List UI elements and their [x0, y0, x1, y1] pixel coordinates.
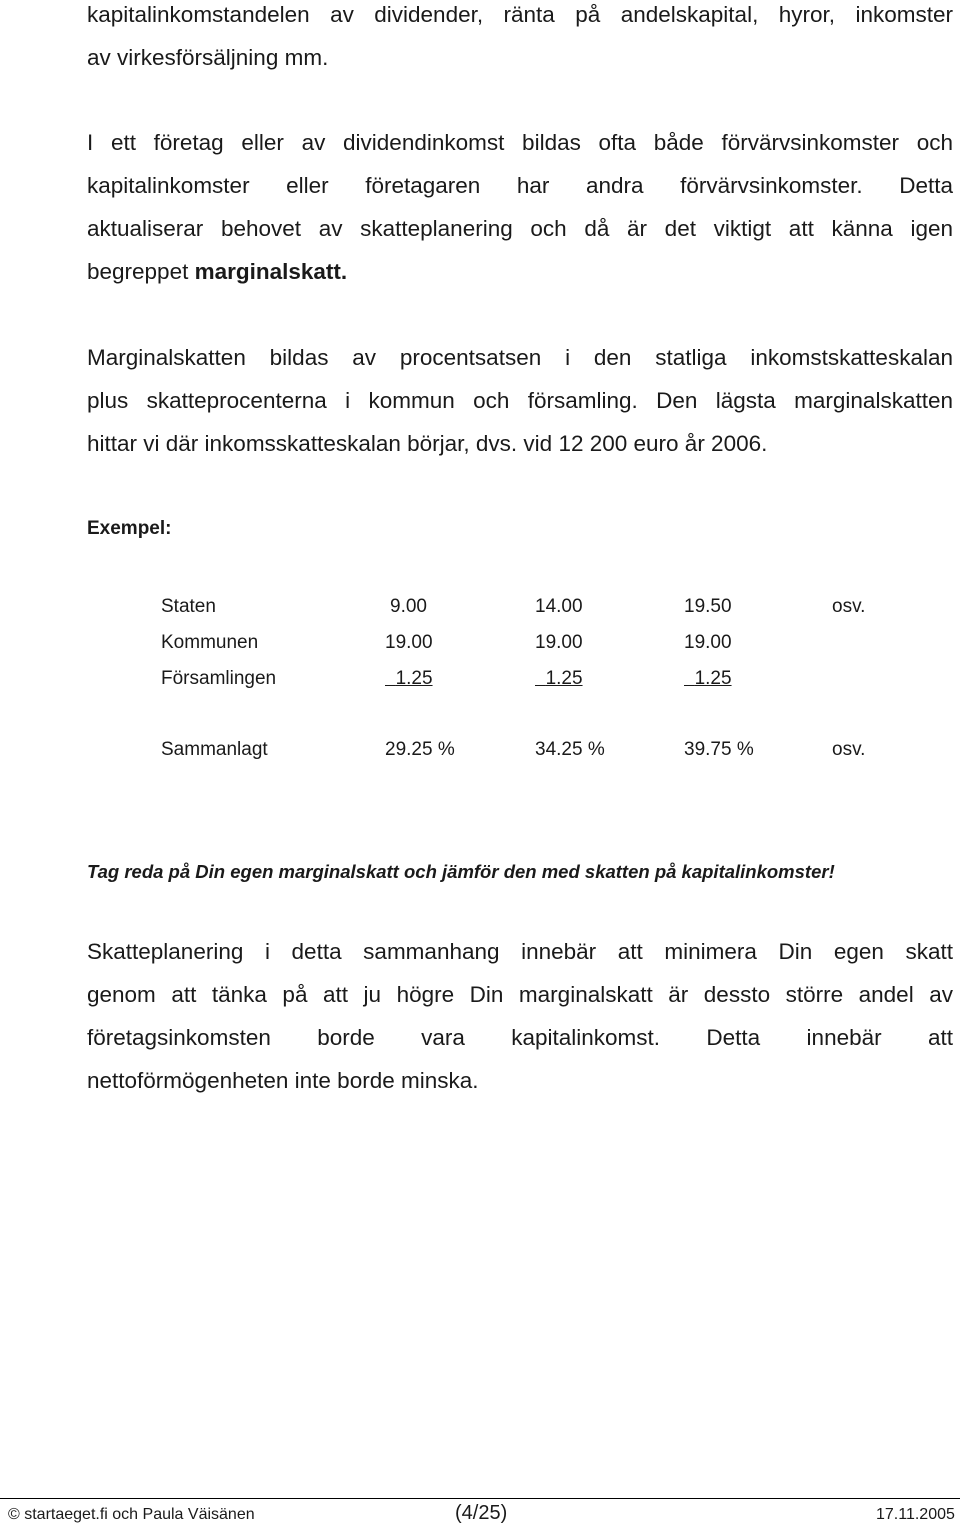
tagline: Tag reda på Din egen marginalskatt och jämför den med skatten på kapitalinkomster! — [87, 861, 835, 882]
footer-copyright: © startaeget.fi och Paula Väisänen — [8, 1506, 255, 1523]
paragraph-2-line-4-text: begreppet — [87, 259, 195, 284]
row-kommunen-value-1: 19.00 — [385, 632, 433, 653]
paragraph-3-line-3: hittar vi där inkomsskatteskalan börjar, dvs. vid 12 200 euro år 2006. — [87, 431, 768, 456]
row-forsamlingen-value-3 — [684, 669, 732, 688]
paragraph-4-line-4: nettoförmögenheten inte borde minska. — [87, 1068, 479, 1093]
example-label: Exempel: — [87, 518, 172, 539]
row-staten-name: Staten — [161, 596, 216, 617]
row-staten-value-3: 19.50 — [684, 596, 732, 617]
row-total-value-2: 34.25 % — [535, 739, 605, 760]
row-total-value-1: 29.25 % — [385, 739, 455, 760]
row-forsamlingen-value-3-text: 1.25 — [694, 668, 732, 689]
row-kommunen-value-3: 19.00 — [684, 632, 732, 653]
paragraph-4-line-1: Skatteplanering i detta sammanhang innebär att minimera Din egen skatt — [87, 939, 953, 964]
paragraph-1-line-2: av virkesförsäljning mm. — [87, 45, 329, 70]
paragraph-3-line-1: Marginalskatten bildas av procentsatsen i den statliga inkomstskatteskalan — [87, 345, 953, 370]
row-total-value-3: 39.75 % — [684, 739, 754, 760]
paragraph-3-line-2: plus skatteprocenterna i kommun och församling. Den lägsta marginalskatten — [87, 388, 953, 413]
paragraph-2-line-2: kapitalinkomster eller företagaren har andra förvärvsinkomster. Detta — [87, 173, 953, 198]
paragraph-2-line-3: aktualiserar behovet av skatteplanering och då är det viktigt att känna igen — [87, 216, 953, 241]
paragraph-4-line-2: genom att tänka på att ju högre Din marginalskatt är dessto större andel av — [87, 982, 953, 1007]
footer-divider — [0, 1498, 960, 1499]
paragraph-2-line-4 — [87, 261, 347, 284]
row-forsamlingen-name: Församlingen — [161, 668, 277, 689]
row-forsamlingen-value-2-text: 1.25 — [545, 668, 583, 689]
row-forsamlingen-value-1-text: 1.25 — [395, 668, 433, 689]
row-staten-value-1: 9.00 — [390, 596, 427, 617]
row-total-name: Sammanlagt — [161, 739, 268, 760]
row-kommunen-name: Kommunen — [161, 632, 259, 653]
row-total-extra: osv. — [832, 739, 866, 760]
row-staten-extra: osv. — [832, 596, 866, 617]
row-kommunen-value-2: 19.00 — [535, 632, 583, 653]
row-forsamlingen-value-1 — [385, 669, 433, 688]
marginalskatt-term: marginalskatt. — [194, 259, 348, 284]
paragraph-2-line-1: I ett företag eller av dividendinkomst bildas ofta både förvärvsinkomster och — [87, 130, 953, 155]
paragraph-1-line-1: kapitalinkomstandelen av dividender, ränta på andelskapital, hyror, inkomster — [87, 2, 953, 27]
row-forsamlingen-value-2 — [535, 669, 583, 688]
footer-page-number: (4/25) — [455, 1502, 508, 1524]
footer-date: 17.11.2005 — [876, 1506, 955, 1523]
paragraph-4-line-3: företagsinkomsten borde vara kapitalinkomst. Detta innebär att — [87, 1025, 953, 1050]
row-staten-value-2: 14.00 — [535, 596, 583, 617]
